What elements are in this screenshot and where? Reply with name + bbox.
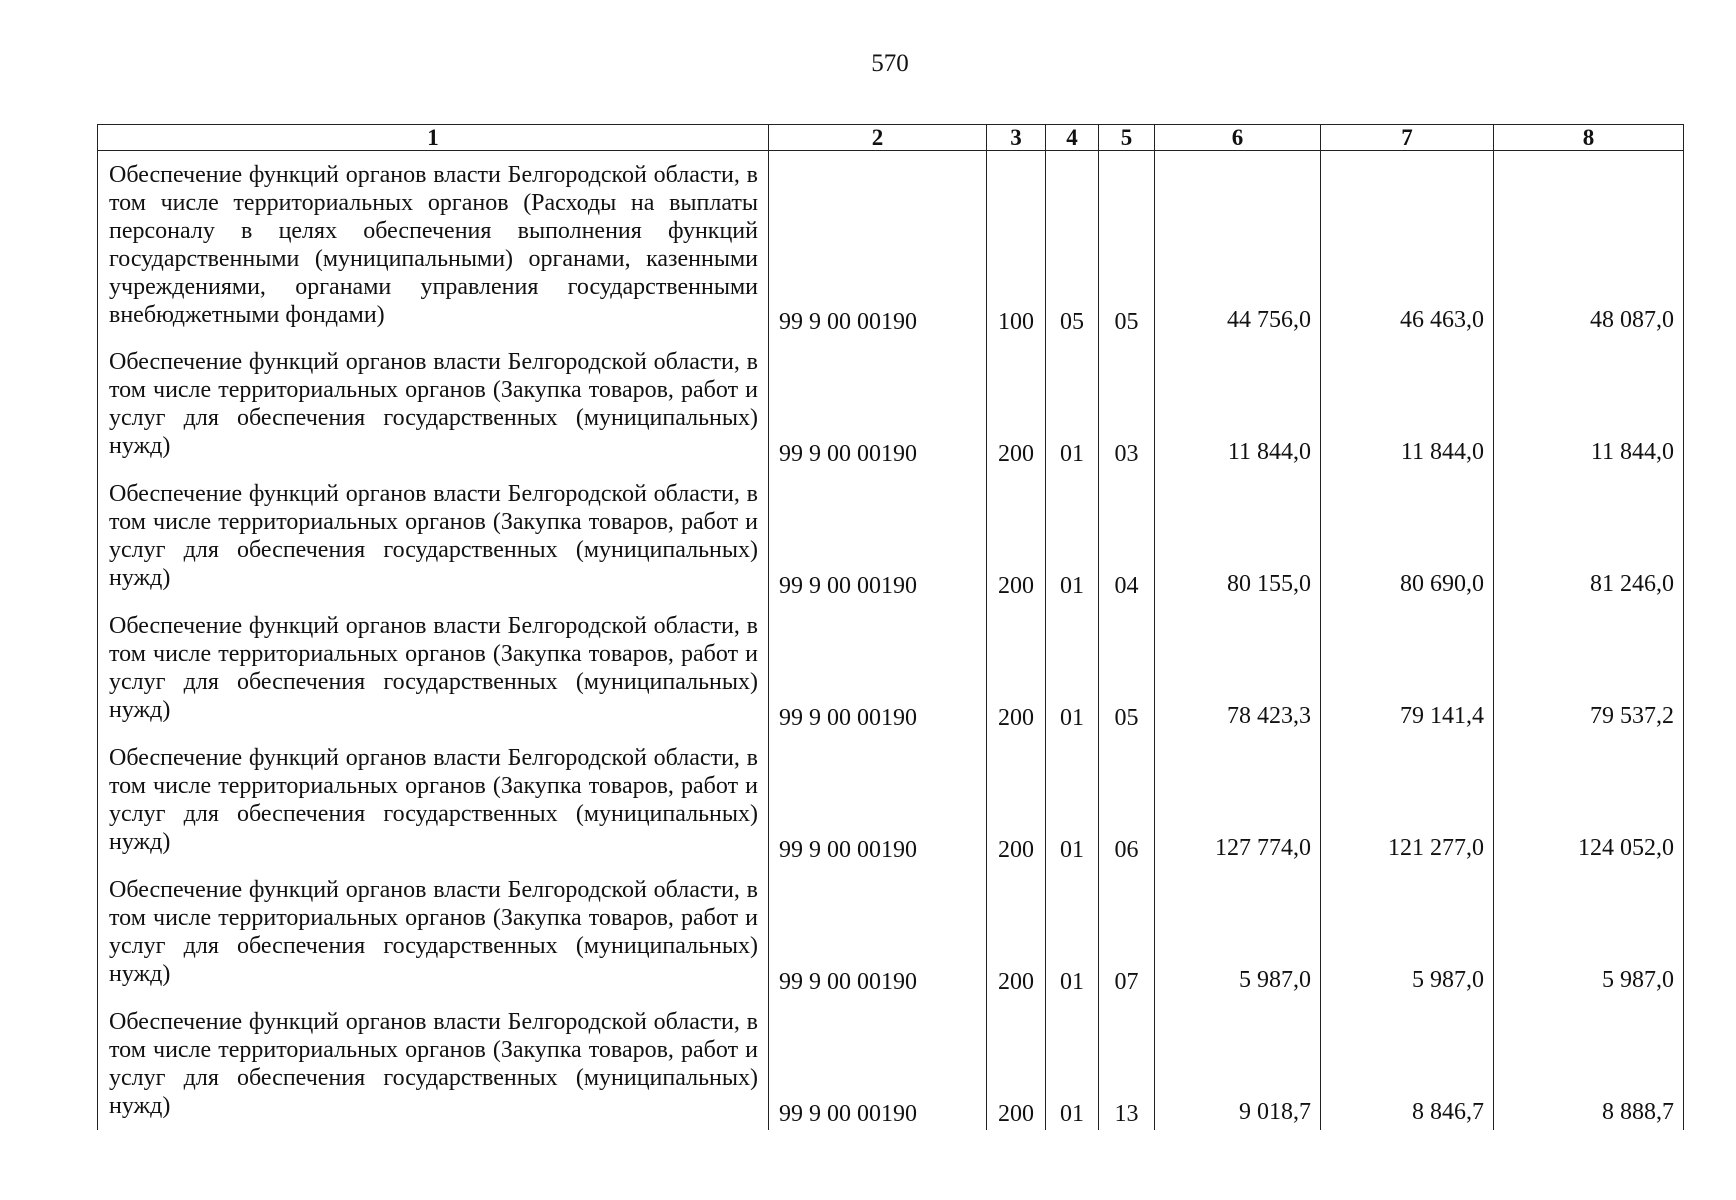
- row-description: Обеспечение функций органов власти Белгородской области, в том числе территориальных органов (Расходы на выплаты персоналу в целях обеспечения выполнения функций государственными (муниципальными) органами, казенными учреждениями, органами управления государственными внебюджетными фондами): [98, 151, 769, 339]
- row-amount-col7: 11 844,0: [1321, 338, 1494, 470]
- row-section: 01: [1046, 602, 1099, 734]
- row-target-code: 99 9 00 00190: [769, 151, 987, 339]
- row-section: 01: [1046, 998, 1099, 1130]
- row-expense-type: 200: [987, 998, 1046, 1130]
- row-section: 01: [1046, 734, 1099, 866]
- row-amount-col6: 11 844,0: [1155, 338, 1321, 470]
- table-row: [98, 602, 1684, 734]
- row-amount-col7: 8 846,7: [1321, 998, 1494, 1130]
- row-amount-col8: 11 844,0: [1494, 338, 1684, 470]
- row-amount-col8: 48 087,0: [1494, 151, 1684, 339]
- row-description: Обеспечение функций органов власти Белгородской области, в том числе территориальных органов (Закупка товаров, работ и услуг для обеспечения государственных (муниципальных) нужд): [98, 338, 769, 470]
- row-target-code: 99 9 00 00190: [769, 470, 987, 602]
- row-amount-col7: 80 690,0: [1321, 470, 1494, 602]
- row-subsection: 05: [1099, 602, 1155, 734]
- column-header: 8: [1494, 125, 1684, 151]
- row-amount-col6: 9 018,7: [1155, 998, 1321, 1130]
- column-header: 4: [1046, 125, 1099, 151]
- budget-table: [97, 124, 1684, 1130]
- row-target-code: 99 9 00 00190: [769, 734, 987, 866]
- row-amount-col8: 79 537,2: [1494, 602, 1684, 734]
- row-amount-col6: 78 423,3: [1155, 602, 1321, 734]
- row-amount-col6: 127 774,0: [1155, 734, 1321, 866]
- row-amount-col8: 81 246,0: [1494, 470, 1684, 602]
- row-amount-col8: 8 888,7: [1494, 998, 1684, 1130]
- table-row: [98, 151, 1684, 339]
- table-row: [98, 338, 1684, 470]
- column-header: 7: [1321, 125, 1494, 151]
- row-subsection: 13: [1099, 998, 1155, 1130]
- row-amount-col7: 5 987,0: [1321, 866, 1494, 998]
- column-header: 2: [769, 125, 987, 151]
- table-row: [98, 734, 1684, 866]
- row-target-code: 99 9 00 00190: [769, 866, 987, 998]
- column-header: 3: [987, 125, 1046, 151]
- row-expense-type: 200: [987, 602, 1046, 734]
- row-description: Обеспечение функций органов власти Белгородской области, в том числе территориальных органов (Закупка товаров, работ и услуг для обеспечения государственных (муниципальных) нужд): [98, 866, 769, 998]
- row-target-code: 99 9 00 00190: [769, 998, 987, 1130]
- row-section: 01: [1046, 470, 1099, 602]
- column-header: 5: [1099, 125, 1155, 151]
- row-expense-type: 200: [987, 470, 1046, 602]
- row-expense-type: 200: [987, 866, 1046, 998]
- row-description: Обеспечение функций органов власти Белгородской области, в том числе территориальных органов (Закупка товаров, работ и услуг для обеспечения государственных (муниципальных) нужд): [98, 470, 769, 602]
- row-amount-col7: 79 141,4: [1321, 602, 1494, 734]
- row-subsection: 05: [1099, 151, 1155, 339]
- row-amount-col7: 46 463,0: [1321, 151, 1494, 339]
- header-row: [98, 125, 1684, 151]
- table-row: [98, 470, 1684, 602]
- row-section: 01: [1046, 338, 1099, 470]
- row-expense-type: 200: [987, 338, 1046, 470]
- row-subsection: 03: [1099, 338, 1155, 470]
- row-subsection: 06: [1099, 734, 1155, 866]
- row-section: 01: [1046, 866, 1099, 998]
- row-target-code: 99 9 00 00190: [769, 602, 987, 734]
- row-section: 05: [1046, 151, 1099, 339]
- page-number: 570: [871, 50, 909, 77]
- row-amount-col6: 80 155,0: [1155, 470, 1321, 602]
- row-amount-col7: 121 277,0: [1321, 734, 1494, 866]
- column-header: 1: [98, 125, 769, 151]
- row-expense-type: 200: [987, 734, 1046, 866]
- row-target-code: 99 9 00 00190: [769, 338, 987, 470]
- row-expense-type: 100: [987, 151, 1046, 339]
- row-description: Обеспечение функций органов власти Белгородской области, в том числе территориальных органов (Закупка товаров, работ и услуг для обеспечения государственных (муниципальных) нужд): [98, 602, 769, 734]
- column-header: 6: [1155, 125, 1321, 151]
- row-description: Обеспечение функций органов власти Белгородской области, в том числе территориальных органов (Закупка товаров, работ и услуг для обеспечения государственных (муниципальных) нужд): [98, 998, 769, 1130]
- row-description: Обеспечение функций органов власти Белгородской области, в том числе территориальных органов (Закупка товаров, работ и услуг для обеспечения государственных (муниципальных) нужд): [98, 734, 769, 866]
- table-row: [98, 866, 1684, 998]
- row-amount-col6: 44 756,0: [1155, 151, 1321, 339]
- row-subsection: 04: [1099, 470, 1155, 602]
- row-amount-col6: 5 987,0: [1155, 866, 1321, 998]
- table-row: [98, 998, 1684, 1130]
- row-subsection: 07: [1099, 866, 1155, 998]
- row-amount-col8: 5 987,0: [1494, 866, 1684, 998]
- row-amount-col8: 124 052,0: [1494, 734, 1684, 866]
